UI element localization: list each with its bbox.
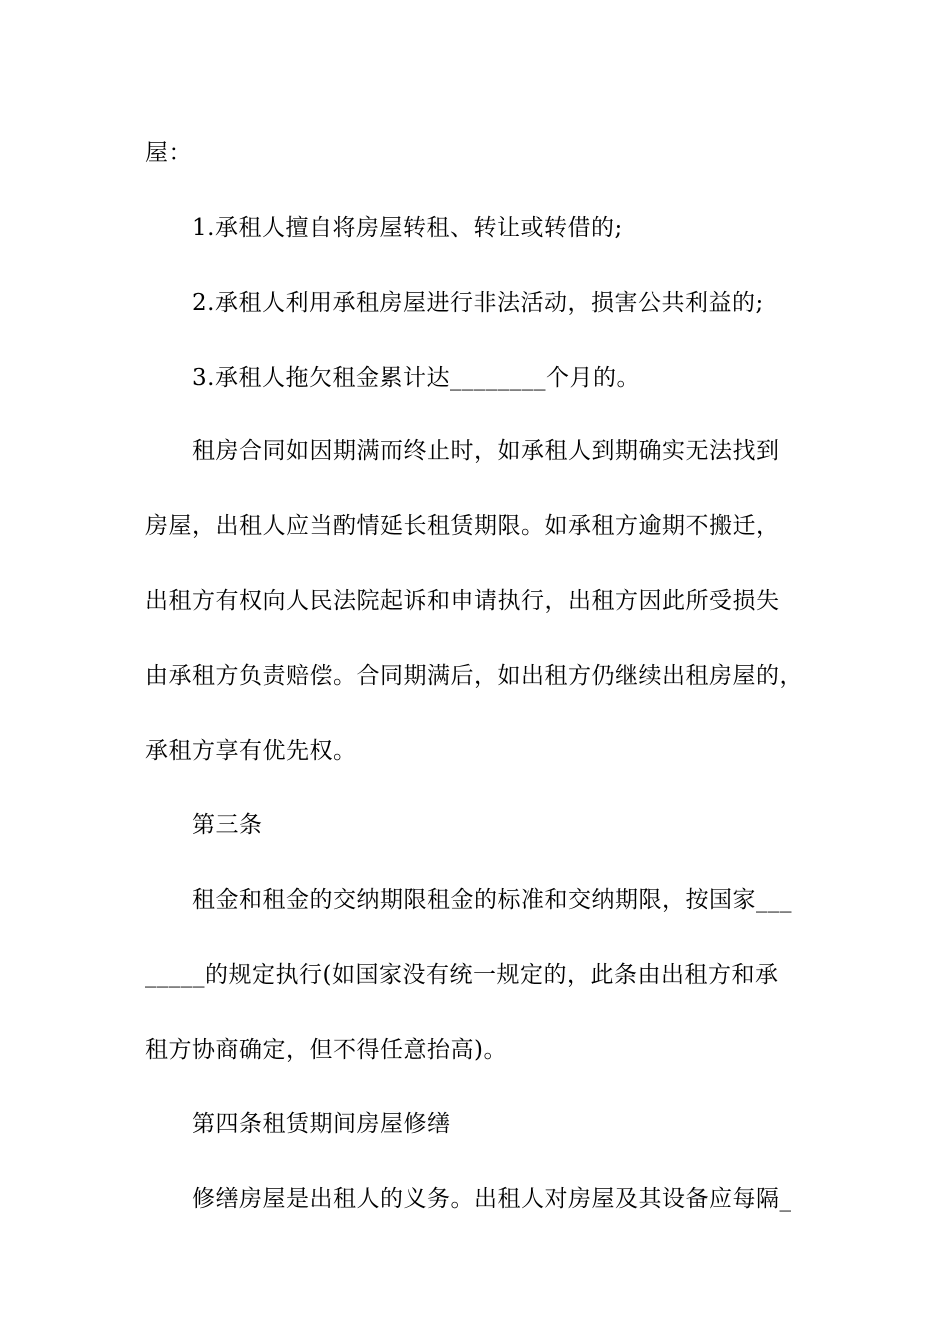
article-3-line-2: _____的规定执行(如国家没有统一规定的，此条由出租方和承 <box>145 962 779 988</box>
paragraph-line-2: 房屋，出租人应当酌情延长租赁期限。如承租方逾期不搬迁， <box>145 513 780 539</box>
paragraph-line-3: 出租方有权向人民法院起诉和申请执行，出租方因此所受损失 <box>145 588 780 614</box>
article-heading-3: 第三条 <box>192 812 263 838</box>
paragraph-line-4: 由承租方负责赔偿。合同期满后，如出租方仍继续出租房屋的， <box>145 663 803 689</box>
list-item-1: 1.承租人擅自将房屋转租、转让或转借的; <box>192 215 623 241</box>
article-3-line-3: 租方协商确定，但不得任意抬高)。 <box>145 1037 507 1063</box>
list-item-2: 2.承租人利用承租房屋进行非法活动，损害公共利益的; <box>192 290 764 316</box>
article-4-line-1: 修缮房屋是出租人的义务。出租人对房屋及其设备应每隔_ <box>192 1186 792 1212</box>
paragraph-line-1: 租房合同如因期满而终止时，如承租人到期确实无法找到 <box>192 438 780 464</box>
paragraph-line-5: 承租方享有优先权。 <box>145 738 357 764</box>
text-line-1: 屋： <box>145 140 192 166</box>
article-3-line-1: 租金和租金的交纳期限租金的标准和交纳期限，按国家___ <box>192 887 792 913</box>
list-item-3: 3.承租人拖欠租金累计达________个月的。 <box>192 365 640 391</box>
article-heading-4: 第四条租赁期间房屋修缮 <box>192 1111 451 1137</box>
